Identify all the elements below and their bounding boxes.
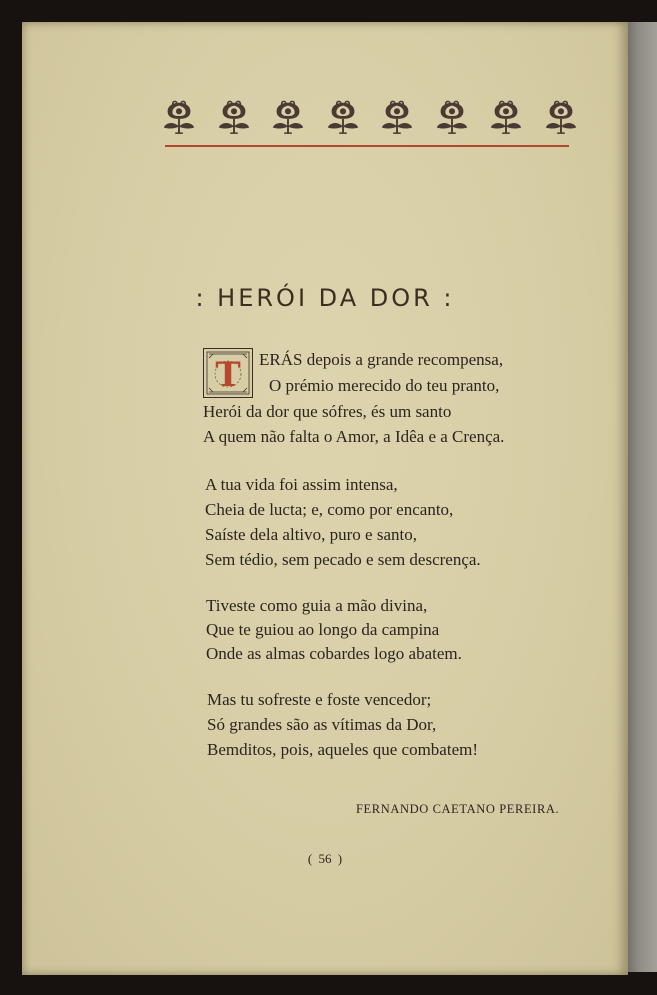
page-number: ( 56 ) — [307, 851, 343, 866]
verse-line: Mas tu sofreste e foste vencedor; — [207, 690, 432, 709]
verse-line: Saíste dela altivo, puro e santo, — [205, 525, 417, 544]
flower-ornament-icon — [378, 98, 416, 136]
fleuron-ornament-row — [160, 97, 580, 137]
verse-line: A tua vida foi assim intensa, — [205, 475, 398, 494]
flower-ornament-icon — [487, 98, 525, 136]
flower-ornament-icon — [160, 98, 198, 136]
ornamental-rule — [165, 145, 569, 147]
flower-ornament-icon — [215, 98, 253, 136]
drop-cap-initial — [203, 348, 253, 398]
poem-title: : HERÓI DA DOR : — [195, 284, 455, 312]
verse-line: Só grandes são as vítimas da Dor, — [207, 715, 437, 734]
verse-line: Cheia de lucta; e, como por encanto, — [205, 500, 454, 519]
flower-ornament-icon — [433, 98, 471, 136]
verse-line: Que te guiou ao longo da campina — [206, 620, 440, 639]
adjacent-page-edge — [626, 22, 657, 972]
verse-line: Herói da dor que sófres, és um santo — [203, 402, 452, 421]
flower-ornament-icon — [269, 98, 307, 136]
verse-line: Bemditos, pois, aqueles que combatem! — [207, 740, 478, 759]
poem-author: FERNANDO CAETANO PEREIRA. — [356, 802, 560, 816]
flower-ornament-icon — [542, 98, 580, 136]
flower-ornament-icon — [324, 98, 362, 136]
book-page — [22, 22, 628, 975]
verse-line: Tiveste como guia a mão divina, — [206, 596, 428, 615]
drop-cap-letter: T — [215, 355, 241, 395]
verse-line: ERÁS depois a grande recompensa, — [259, 350, 504, 369]
verse-line: Onde as almas cobardes logo abatem. — [206, 644, 462, 663]
verse-line: O prémio merecido do teu pranto, — [269, 376, 500, 395]
verse-line: A quem não falta o Amor, a Idêa e a Crença. — [203, 427, 505, 446]
verse-line: Sem tédio, sem pecado e sem descrença. — [205, 550, 481, 569]
